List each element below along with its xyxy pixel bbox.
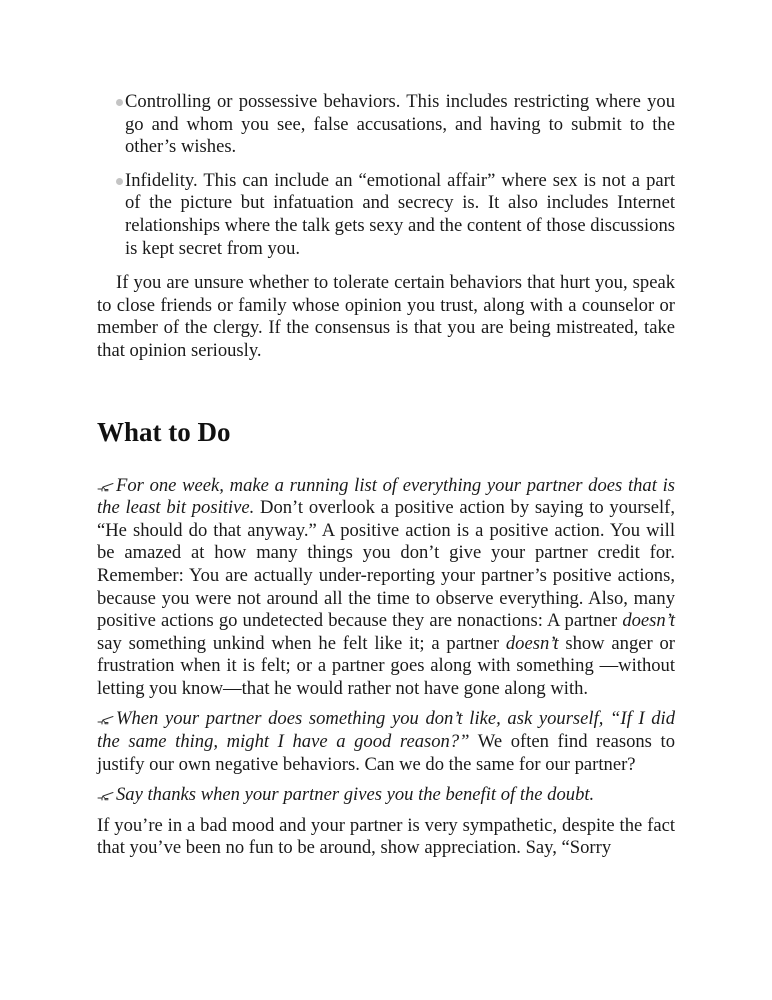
- bullet-text: Controlling or possessive behaviors. This includes restricting where you go and whom you see, false accusations, and having to submit to the other’s wishes.: [125, 91, 675, 158]
- tip-paragraph: [97, 708, 675, 776]
- pointing-hand-icon: [97, 713, 115, 725]
- tip-body: show anger or frustration when it is felt; or a partner goes along with something —without letting you know—that he would rather not have gone along with.: [97, 632, 676, 699]
- closing-paragraph: If you’re in a bad mood and your partner is very sympathetic, despite the fact that you’ve been no fun to be around, show appreciation. Say, “Sorry: [97, 814, 675, 859]
- list-item: [125, 170, 675, 260]
- tip-emphasis: doesn’t: [505, 632, 559, 654]
- section-heading: What to Do: [97, 416, 231, 447]
- tip-emphasis: doesn’t: [622, 610, 675, 632]
- bullet-text: Infidelity. This can include an “emotional affair” where sex is not a part of the picture but infatuation and secrecy is. It also includes Internet relationships where the talk gets sexy and the content of those discussions is kept secret from you.: [125, 169, 675, 259]
- list-item: [125, 91, 675, 159]
- pointing-hand-icon: [97, 789, 115, 801]
- tip-lead: Say thanks when your partner gives you the benefit of the doubt.: [116, 784, 595, 806]
- tip-body: We often find reasons to justify our own negative behaviors. Can we do the same for our partner?: [97, 731, 675, 775]
- tip-paragraph: [97, 784, 675, 807]
- tip-paragraph: [97, 475, 675, 701]
- pointing-hand-icon: [97, 480, 115, 492]
- bullet-dot-icon: [116, 178, 123, 185]
- bullet-list: [97, 91, 675, 260]
- bullet-dot-icon: [116, 99, 123, 106]
- tip-list: [97, 475, 675, 807]
- tip-lead: For one week, make a running list of everything your partner does that is the least bit positive.: [97, 474, 675, 519]
- tip-body: say something unkind when he felt like it; a partner: [97, 632, 506, 654]
- tip-lead: When your partner does something you don’t like, ask yourself, “If I did the same thing, might I have a good reason?”: [97, 708, 675, 753]
- tip-body: Don’t overlook a positive action by saying to yourself, “He should do that anyway.” A positive action is a positive action. You will be amazed at how many things you don’t give your partner credit for. Remember: You are actually under-reporting your partner’s positive actions, because you were not around all the time to observe everything. Also, many positive actions go undetected because they are nonactions: A partner: [97, 497, 676, 632]
- intro-paragraph: If you are unsure whether to tolerate certain behaviors that hurt you, speak to close friends or family whose opinion you trust, along with a counselor or member of the clergy. If the consensus is that you are being mistreated, take that opinion seriously.: [97, 272, 675, 361]
- document-page: [97, 91, 675, 860]
